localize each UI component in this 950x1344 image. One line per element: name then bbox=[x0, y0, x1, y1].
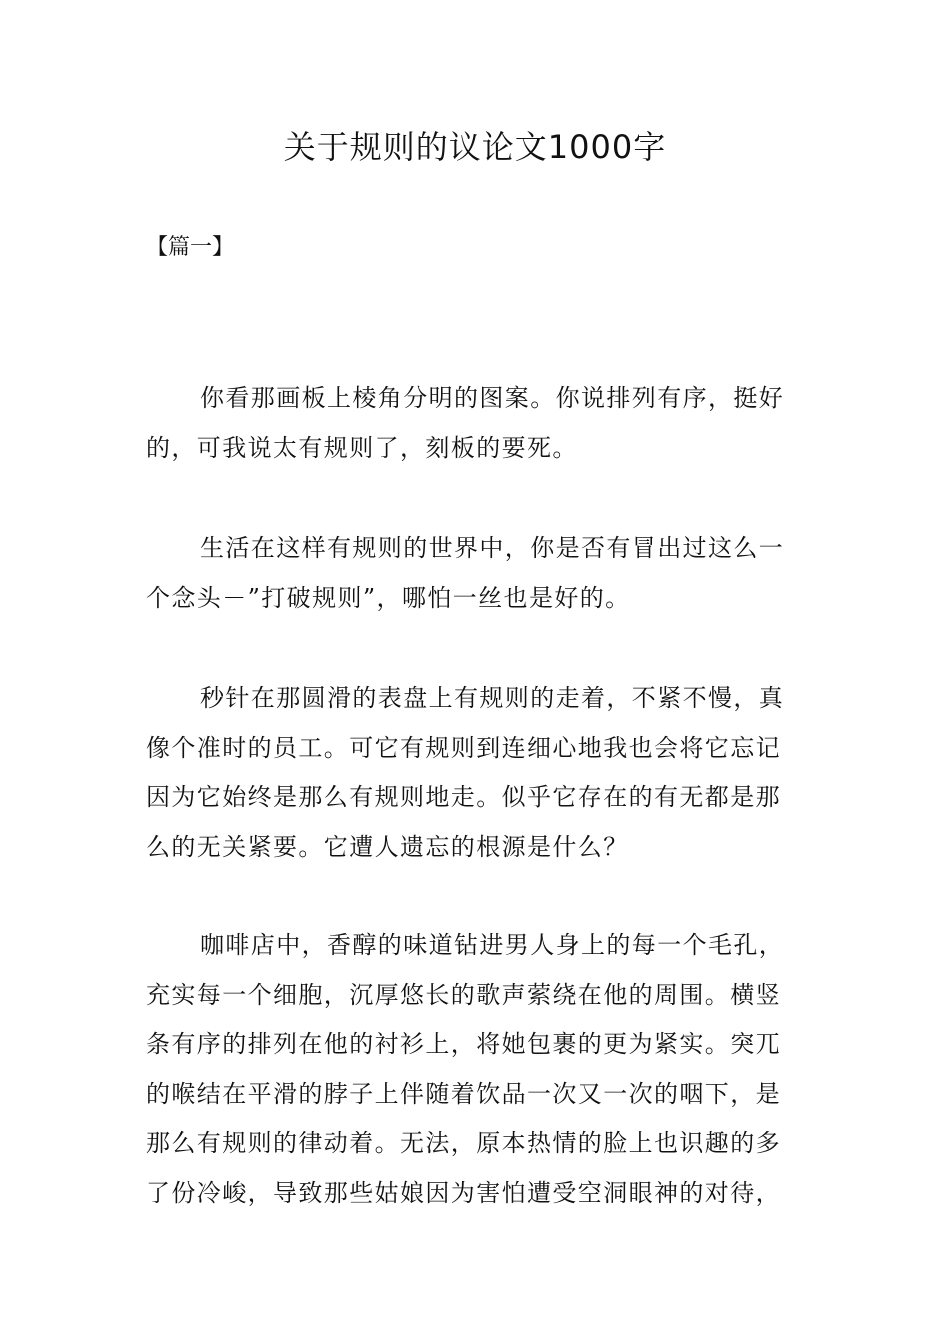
paragraph-3: 秒针在那圆滑的表盘上有规则的走着，不紧不慢，真像个准时的员工。可它有规则到连细心地我也会将它忘记因为它始终是那么有规则地走。似乎它存在的有无都是那么的无关紧要。它遭人遗忘的根源是什么？ bbox=[146, 684, 785, 861]
page-title: 关于规则的议论文1000字 bbox=[283, 128, 667, 166]
paragraph-4: 咖啡店中，香醇的味道钻进男人身上的每一个毛孔，充实每一个细胞，沉厚悠长的歌声萦绕在他的周围。横竖条有序的排列在他的衬衫上，将她包裹的更为紧实。突兀的喉结在平滑的脖子上伴随着饮品一次又一次的咽下，是那么有规则的律动着。无法，原本热情的脸上也识趣的多了份冷峻，导致那些姑娘因为害怕遭受空洞眼神的对待， bbox=[146, 931, 785, 1207]
paragraph-2: 生活在这样有规则的世界中，你是否有冒出过这么一个念头－”打破规则”，哪怕一丝也是好的。 bbox=[146, 534, 785, 612]
paragraph-1: 你看那画板上棱角分明的图案。你说排列有序，挺好的，可我说太有规则了，刻板的要死。 bbox=[146, 384, 785, 462]
section-label: 【篇一】 bbox=[146, 235, 235, 260]
